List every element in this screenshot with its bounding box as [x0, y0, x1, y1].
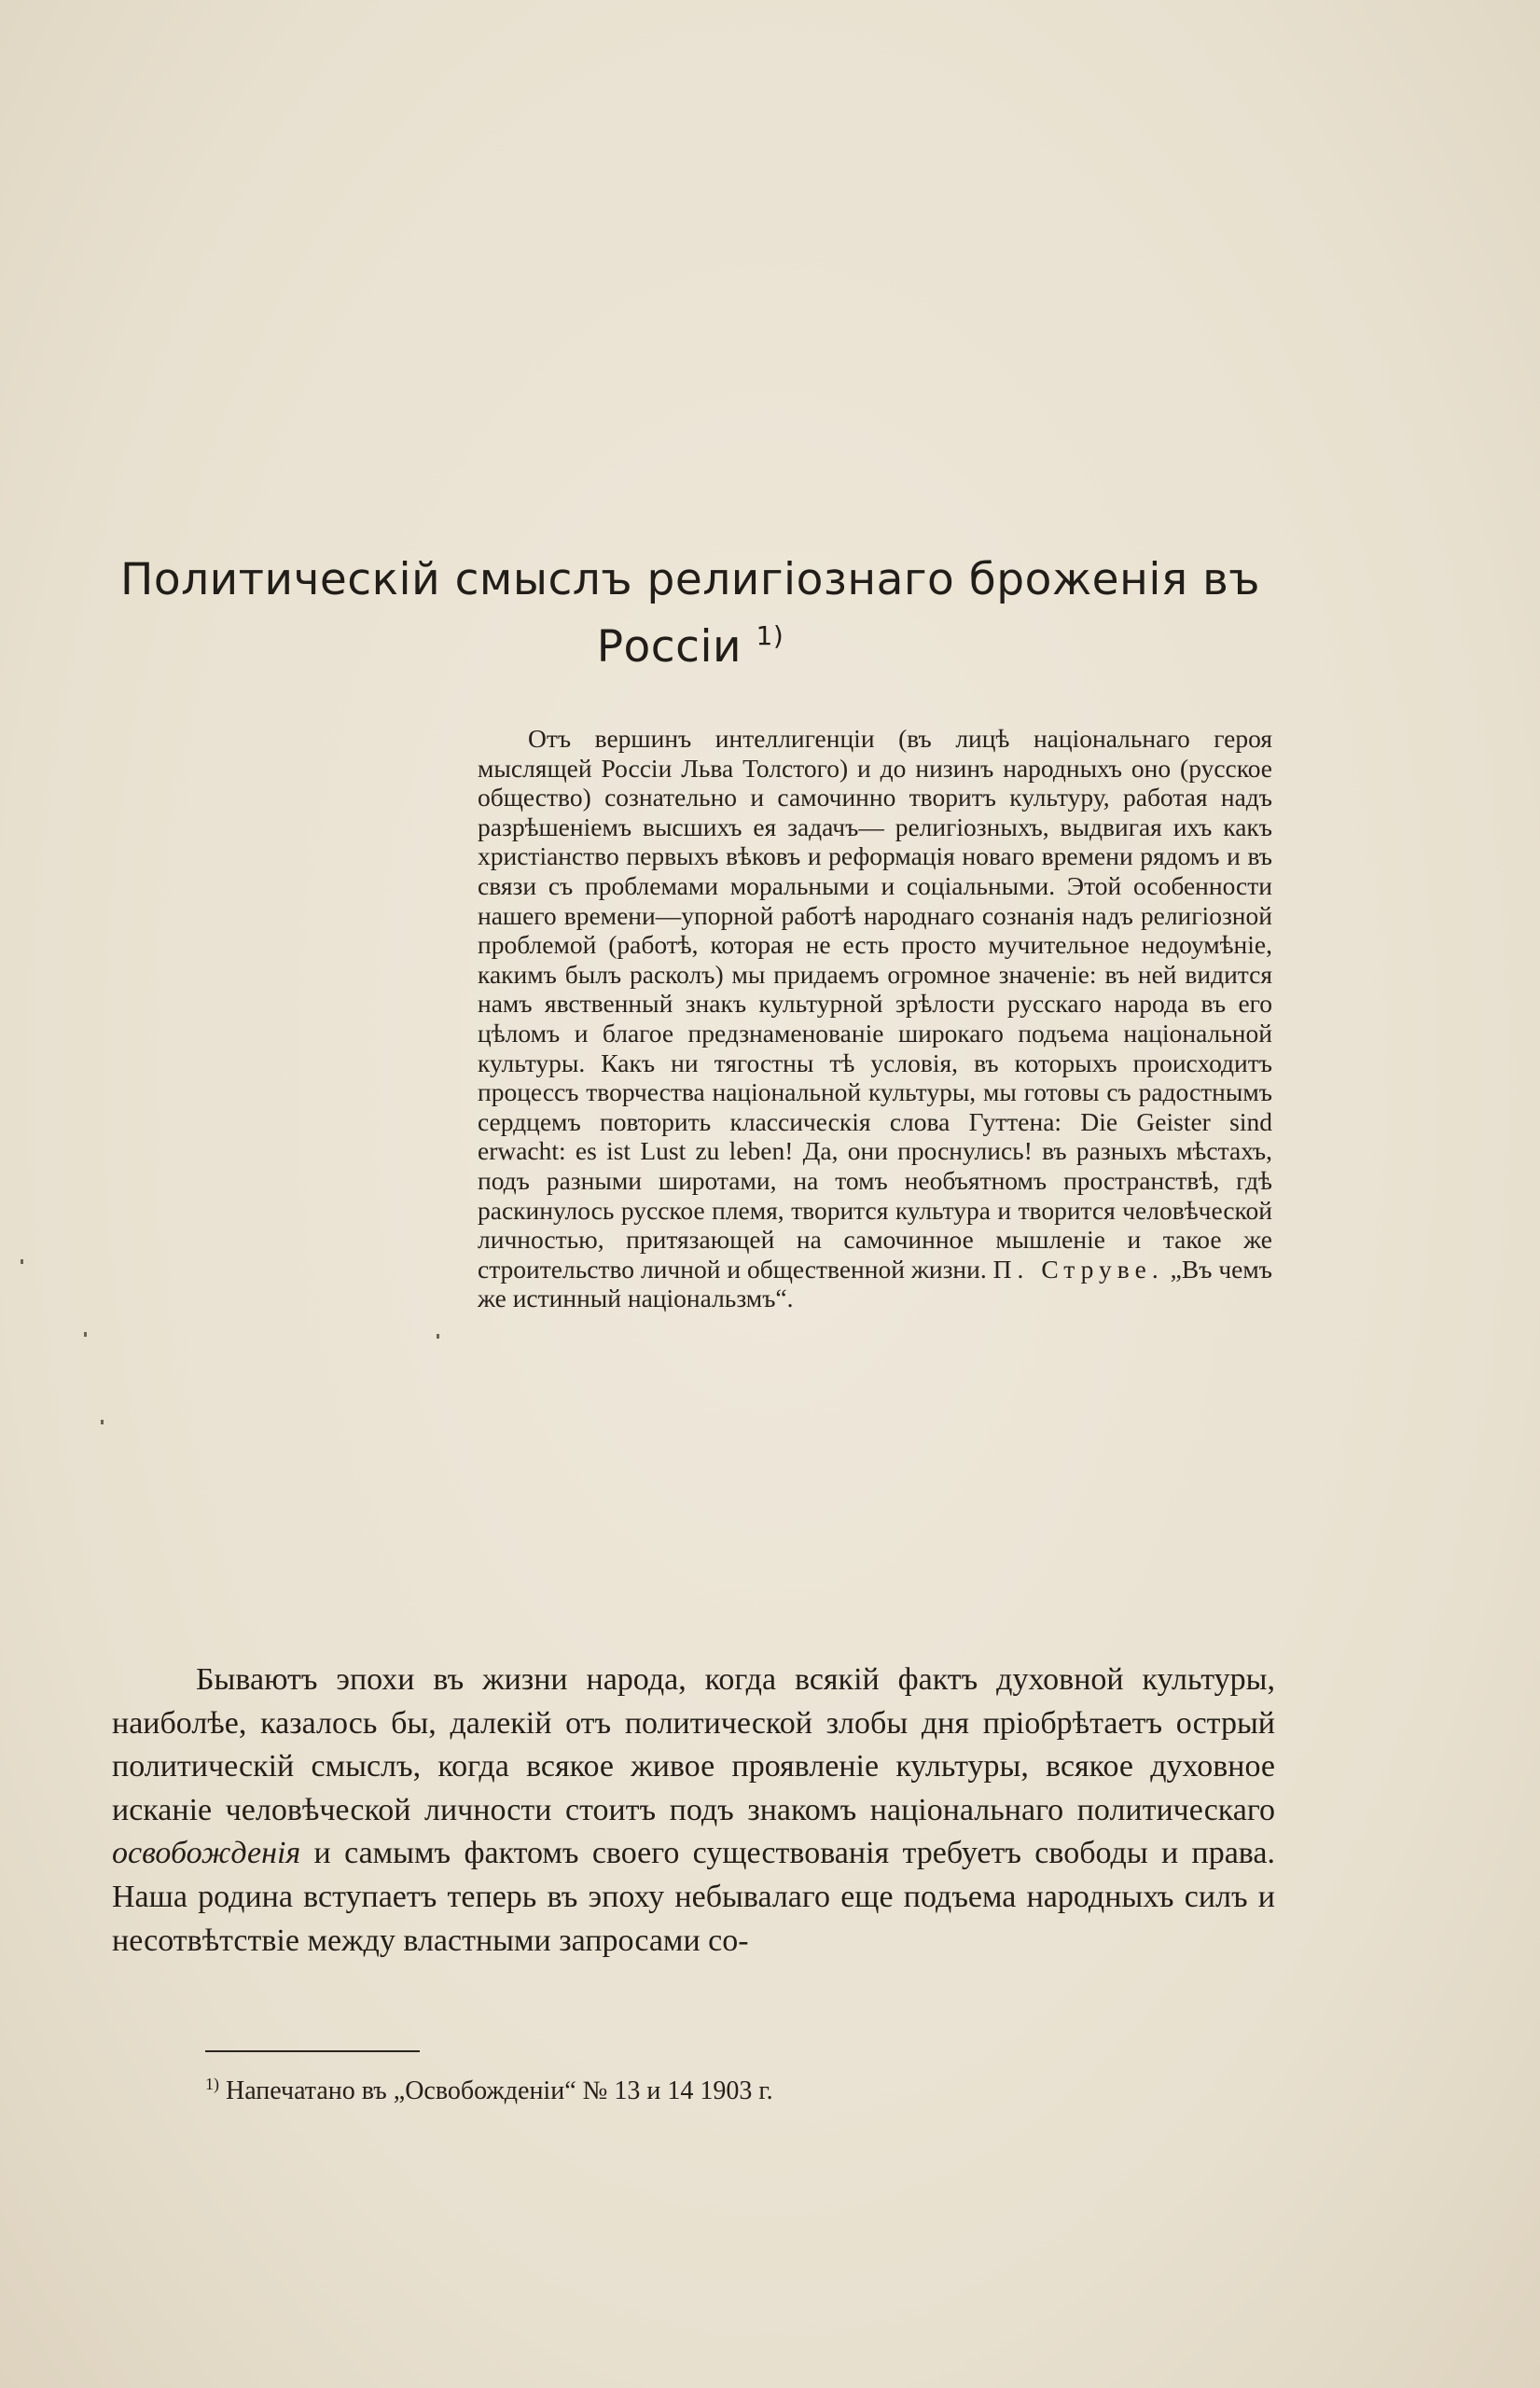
footnote-marker: 1)	[205, 2075, 219, 2093]
epigraph-text: Отъ вершинъ интеллигенціи (въ лицѣ національнаго героя мыслящей Россіи Льва Толстого) и до низинъ народныхъ оно (русское общество) сознательно и самочинно творитъ культуру, работая надъ разрѣшеніемъ высшихъ ея задачъ— религіозныхъ, выдвигая ихъ какъ христіанство первыхъ вѣковъ и реформація новаго времени рядомъ и въ связи съ проблемами моральными и соціальными. Этой особенности нашего времени—упорной работѣ народнаго сознанія надъ религіозной проблемой (работѣ, которая не есть просто мучительное недоумѣніе, какимъ былъ расколъ) мы придаемъ огромное значеніе: въ ней видится намъ явственный знакъ культурной зрѣлости русскаго народа въ его цѣломъ и благое предзнаменованіе широкаго подъема національной культуры. Какъ ни тягостны тѣ условія, въ которыхъ происходитъ процессъ творчества національной культуры, мы готовы съ радостнымъ сердцемъ повторить классическія слова Гуттена: Die Geister sind erwacht: es ist Lust zu leben! Да, они проснулись! въ разныхъ мѣстахъ, подъ разными широтами, на томъ необъятномъ пространствѣ, гдѣ раскинулось русское племя, творится культура и творится человѣческой личностью, притязающей на самочинное мышленіе и такое же строительство личной и общественной жизни.	[478, 724, 1272, 1284]
title-footnote-ref: 1)	[756, 620, 784, 651]
epigraph-source: „Въ чемъ же истинный національзмъ“.	[478, 1254, 1272, 1313]
page-speck	[21, 1259, 23, 1264]
footnote	[205, 2067, 1231, 2108]
page-speck	[437, 1334, 439, 1339]
page-speck	[84, 1332, 87, 1337]
epigraph	[478, 724, 1272, 1313]
chapter-title	[89, 552, 1292, 675]
epigraph-author: П. Струве.	[992, 1254, 1164, 1284]
body-emphasis: освобожденія	[112, 1836, 301, 1871]
body-text-before: Бываютъ эпохи въ жизни народа, когда всякій фактъ духовной культуры, наиболѣе, казалось бы, далекій отъ политической злобы дня пріобрѣтаетъ острый политическій смыслъ, когда всякое живое проявленіе культуры, всякое духовное исканіе человѣческой личности стоитъ подъ знакомъ національнаго политическаго	[112, 1662, 1275, 1827]
body-text-after: и самымъ фактомъ своего существованія требуетъ свободы и права. Наша родина вступаетъ теперь въ эпоху небывалаго еще подъема народныхъ силъ и несотвѣтствіе между властными запросами со-	[112, 1836, 1275, 1958]
footnote-rule	[205, 2050, 420, 2052]
body-paragraph	[112, 1659, 1275, 1963]
title-line-2: Россіи	[596, 621, 742, 673]
title-line-1: Политическій смыслъ религіознаго броженія въ	[120, 554, 1260, 605]
footnote-text: Напечатано въ „Освобожденіи“ № 13 и 14 1903 г.	[226, 2076, 773, 2105]
page-speck	[101, 1420, 104, 1424]
